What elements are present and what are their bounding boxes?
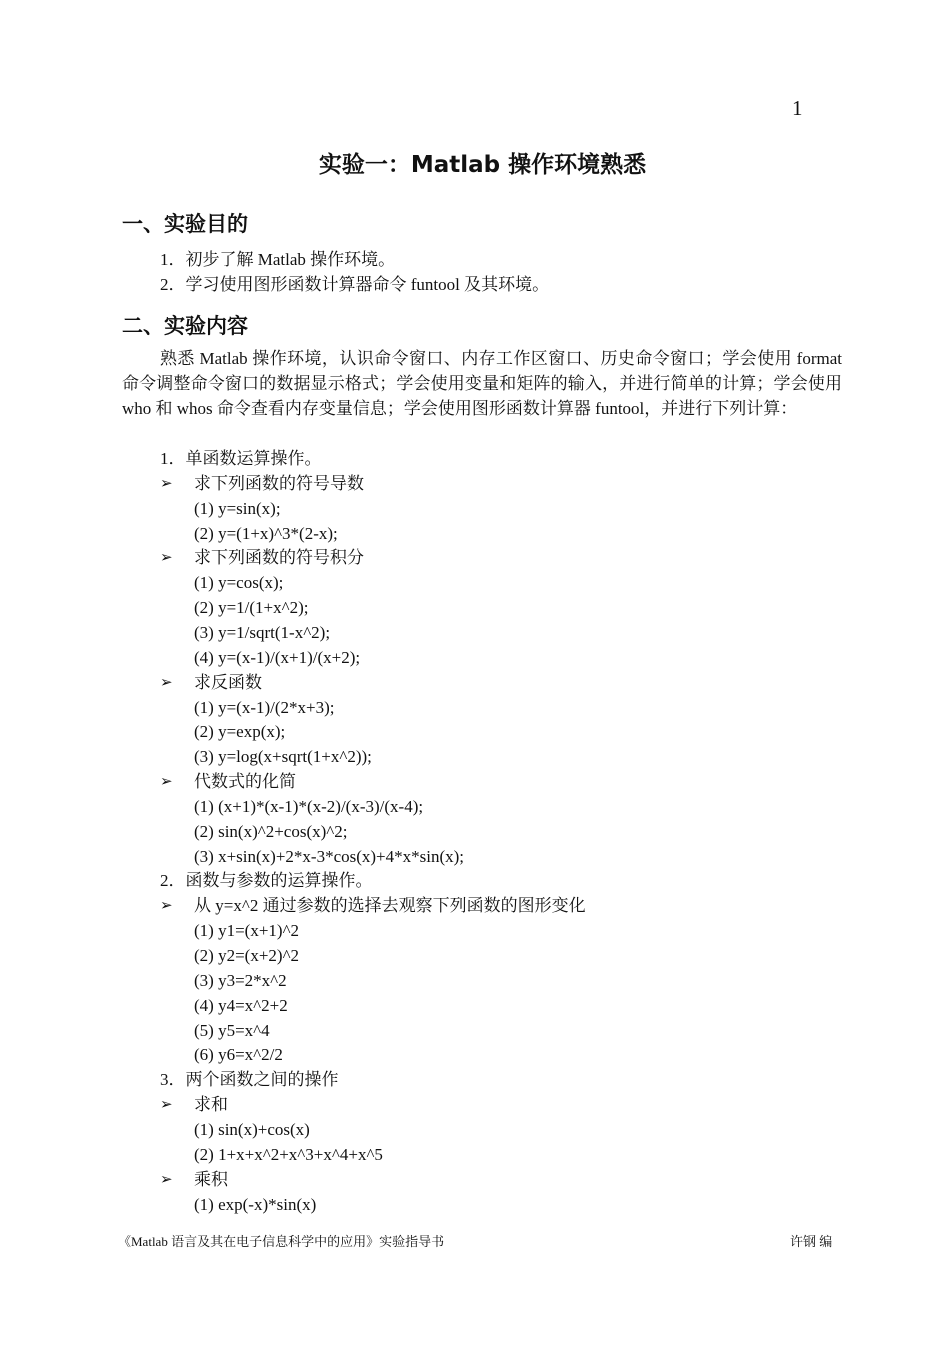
numbered-item: 1．单函数运算操作。 (160, 449, 322, 468)
expression-item: (1) y=(x-1)/(2*x+3); (194, 697, 335, 717)
expression-item: (3) y3=2*x^2 (194, 970, 287, 990)
bullet-arrow-icon: ➢ (160, 672, 173, 691)
bullet-arrow-icon: ➢ (160, 548, 173, 567)
expression-item: (2) sin(x)^2+cos(x)^2; (194, 821, 348, 841)
bullet-item: 求反函数 (194, 672, 262, 692)
numbered-item: 2．函数与参数的运算操作。 (160, 871, 373, 891)
bullet-arrow-icon: ➢ (160, 772, 173, 791)
expression-item: (1) y1=(x+1)^2 (194, 921, 300, 941)
footer-book-title: 《Matlab 语言及其在电子信息科学中的应用》实验指导书 (118, 1234, 445, 1249)
section-heading-content: 二、实验内容 (122, 314, 248, 338)
bullet-arrow-icon: ➢ (160, 1095, 173, 1114)
footer-author: 许钢 编 (790, 1234, 833, 1249)
page-number: 1 (792, 96, 803, 120)
expression-item: (6) y6=x^2/2 (194, 1045, 283, 1065)
expression-item: (2) y=(1+x)^3*(2-x); (194, 523, 338, 543)
bullet-arrow-icon: ➢ (160, 896, 173, 915)
expression-item: (4) y4=x^2+2 (194, 995, 288, 1015)
bullet-item: 求下列函数的符号导数 (194, 473, 364, 493)
expression-item: (3) y=1/sqrt(1-x^2); (194, 622, 331, 642)
bullet-arrow-icon: ➢ (160, 473, 173, 492)
expression-item: (1) exp(-x)*sin(x) (194, 1194, 317, 1214)
expression-item: (3) y=log(x+sqrt(1+x^2)); (194, 747, 372, 767)
expression-item: (1) sin(x)+cos(x) (194, 1119, 310, 1139)
document-title: 实验一：Matlab 操作环境熟悉 (318, 152, 647, 178)
purpose-item-2: 2．学习使用图形函数计算器命令 funtool 及其环境。 (160, 275, 550, 294)
bullet-item: 求和 (194, 1095, 228, 1115)
expression-item: (3) x+sin(x)+2*x-3*cos(x)+4*x*sin(x); (194, 846, 465, 866)
numbered-item: 3．两个函数之间的操作 (160, 1070, 339, 1090)
section-heading-purpose: 一、实验目的 (122, 212, 248, 236)
expression-item: (1) y=cos(x); (194, 573, 284, 593)
content-intro-paragraph: 熟悉 Matlab 操作环境，认识命令窗口、内存工作区窗口、历史命令窗口；学会使用 format 命令调整命令窗口的数据显示格式；学会使用变量和矩阵的输入，并进行简单的计算；学会使用 who 和 whos 命令查看内存变量信息；学会使用图形函数计算器 funtool，并进行下列计算： (122, 349, 842, 418)
purpose-item-1: 1．初步了解 Matlab 操作环境。 (160, 250, 396, 269)
bullet-item: 从 y=x^2 通过参数的选择去观察下列函数的图形变化 (194, 896, 586, 916)
expression-item: (1) y=sin(x); (194, 498, 281, 518)
expression-item: (2) y=1/(1+x^2); (194, 598, 309, 618)
expression-item: (2) y2=(x+2)^2 (194, 946, 300, 965)
bullet-item: 代数式的化简 (194, 772, 296, 792)
expression-item: (4) y=(x-1)/(x+1)/(x+2); (194, 647, 361, 667)
expression-item: (2) 1+x+x^2+x^3+x^4+x^5 (194, 1144, 383, 1164)
bullet-arrow-icon: ➢ (160, 1169, 173, 1188)
bullet-item: 求下列函数的符号积分 (194, 548, 364, 568)
bullet-item: 乘积 (194, 1169, 228, 1189)
expression-item: (1) (x+1)*(x-1)*(x-2)/(x-3)/(x-4); (194, 796, 424, 816)
expression-item: (2) y=exp(x); (194, 722, 286, 742)
expression-item: (5) y5=x^4 (194, 1020, 270, 1040)
